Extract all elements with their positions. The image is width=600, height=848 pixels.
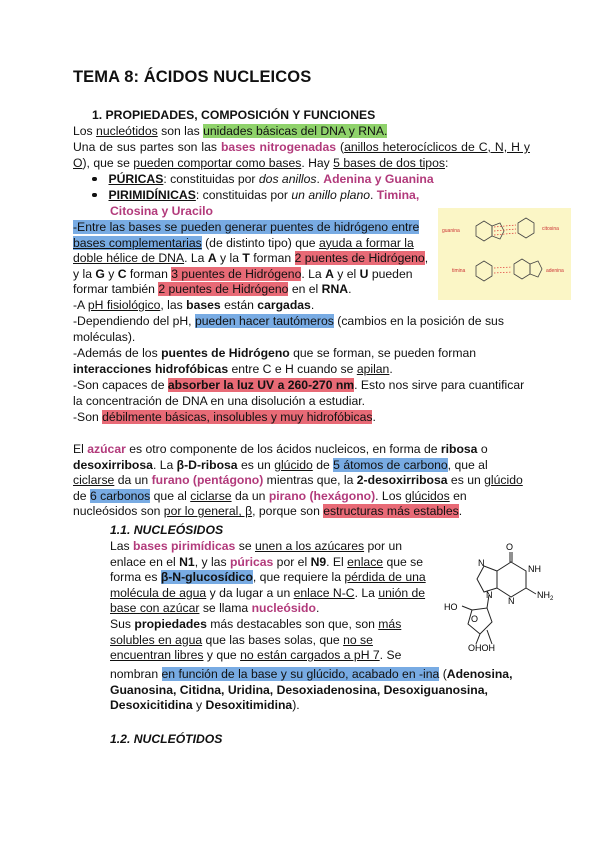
tautomer-paragraph: -Dependiendo del pH, pueden hacer tautómeros (cambios en la posición de sus moléculas). <box>73 314 504 344</box>
section-heading: 1. PROPIEDADES, COMPOSICIÓN Y FUNCIONES <box>92 108 376 122</box>
label-timina: timina <box>452 268 466 274</box>
base-pairs-figure <box>438 208 571 300</box>
atom-ho: HO <box>444 602 458 612</box>
hydrophobic-paragraph: -Además de los puentes de Hidrógeno que se forman, se pueden forman interacciones hidrofóbicas entre C e H cuando se apilan. <box>73 346 477 376</box>
term-nucleotidos: nucleótidos <box>96 124 158 138</box>
list-item-pirimidinicas: PIRIMIDÍNICAS: constituidas por un anillo plano. Timina, <box>92 188 419 204</box>
intro-line: Los nucleótidos son las unidades básicas del DNA y RNA. <box>73 124 388 138</box>
atom-n3: N <box>508 596 515 606</box>
label-citosina: citosina <box>542 226 559 232</box>
nucleosidos-paragraph: Las bases pirimídicas se unen a los azúcares por un enlace en el N1, y las púricas por el N9. El enlace que se forma es β-N-glucosídico, que requiere la pérdida de una molécula de agua y da lugar a un enlace N-C. La unión de base con azúcar se llama nucleósido. Sus propiedades más destacables son que, son más solubles en agua que las bases solas, que no se encuentran libres y que no están cargados a pH 7. Se <box>110 539 426 663</box>
label-adenina: adenina <box>546 268 564 274</box>
highlight-unidades: unidades básicas del DNA y RNA. <box>203 124 388 138</box>
atom-o: O <box>506 542 514 552</box>
guanosine-structure-figure <box>442 538 574 653</box>
ph-line: -A pH fisiológico, las bases están cargadas. <box>73 298 315 312</box>
guanosine-structure-diagram <box>442 538 574 653</box>
weak-base-line: -Son débilmente básicas, insolubles y muy hidrofóbicas. <box>73 410 376 424</box>
atom-n9: N <box>486 590 493 600</box>
atom-nh2: $NH_2$ <box>537 590 554 602</box>
list-item-puricas: PÚRICAS: constituidas por dos anillos. Adenina y Guanina <box>92 172 434 188</box>
list-item-pirimidinicas-cont: Citosina y Uracilo <box>110 204 213 218</box>
atom-nh: NH <box>528 564 541 574</box>
bullet-icon <box>92 177 97 182</box>
atom-n7: N <box>478 558 485 568</box>
sugar-paragraph: El azúcar es otro componente de los ácidos nucleicos, en forma de ribosa o desoxirribosa. La β-D-ribosa es un glúcido de 5 átomos de carbono, que al ciclarse da un furano (pentágono) mientras que, la 2-desoxirribosa es un glúcido de 6 carbonos que al ciclarse da un pirano (hexágono). Los glúcidos en nucleósidos son por lo general, β, porque son estructuras más estables. <box>73 442 523 519</box>
bases-paragraph: Una de sus partes son las bases nitrogenadas (anillos heterocíclicos de C, N, H y O), que se pueden comportar como bases. Hay 5 bases de dos tipos: <box>73 140 530 170</box>
hbond-paragraph: -Entre las bases se pueden generar puentes de hidrógeno entre bases complementarias (de distinto tipo) que ayuda a formar la doble hélice de DNA. La A y la T forman 2 puentes de Hidrógeno, y la G y C forman 3 puentes de Hidrógeno. La A y el U pueden formar también 2 puentes de Hidrógeno en el RNA. <box>73 220 429 297</box>
base-pairs-diagram <box>438 208 571 300</box>
subsection-heading-nucleotidos: 1.2. NUCLEÓTIDOS <box>110 732 223 746</box>
subsection-heading-nucleosidos: 1.1. NUCLEÓSIDOS <box>110 523 224 537</box>
atom-ohoh: OHOH <box>468 643 495 653</box>
bullet-icon <box>92 193 97 198</box>
nucleosidos-names: nombran en función de la base y su glúcido, acabado en -ina (Adenosina, Guanosina, Citidna, Uridina, Desoxiadenosina, Desoxiguanosina, Desoxicitidina y Desoxitimidina). <box>110 667 513 713</box>
label-guanina: guanina <box>442 228 460 234</box>
uv-paragraph: -Son capaces de absorber la luz UV a 260-270 nm. Esto nos sirve para cuantificar la concentración de DNA en una disolución a estudiar. <box>73 378 525 408</box>
atom-ring-o: O <box>471 614 479 624</box>
page-title: TEMA 8: ÁCIDOS NUCLEICOS <box>73 68 312 86</box>
